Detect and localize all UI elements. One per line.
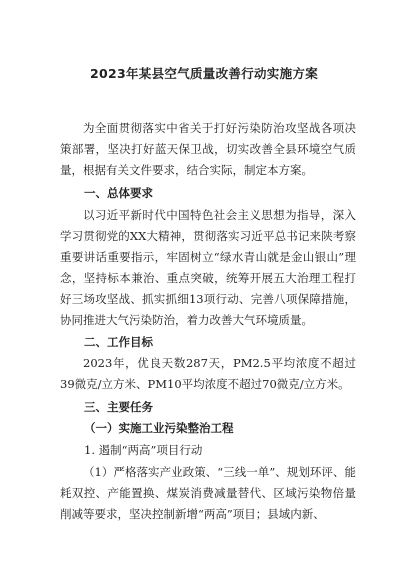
document-title: 2023年某县空气质量改善行动实施方案: [90, 66, 318, 81]
item-heading: 1. 遏制“两高”项目行动: [84, 443, 203, 457]
item-body: （1）严格落实产业政策、“三线一单”、规划环评、能耗双控、产能置换、煤炭消费减量替代、区域污染物倍量削减等要求，坚决控制新增“两高”项目；县域内新、: [60, 465, 356, 521]
section-body-goals: 2023年，优良天数287天，PM2.5平均浓度不超过39微克/立方米、PM10平均浓度不超过70微克/立方米。: [60, 356, 356, 391]
section-heading-tasks: 三、主要任务: [84, 400, 153, 414]
section-body-general: 以习近平新时代中国特色社会主义思想为指导，深入学习贯彻党的XX大精神，贯彻落实习近平总书记来陕考察重要讲话重要指示，牢固树立“绿水青山就是金山银山”理念，坚持标本兼治、重点突破，统筹开展五大治理工程打好三场攻坚战、抓实抓细13项行动、完善八项保障措施，协同推进大气污染防治，着力改善大气环境质量。: [60, 208, 356, 327]
intro-paragraph: 为全面贯彻落实中省关于打好污染防治攻坚战各项决策部署，坚决打好蓝天保卫战，切实改善全县环境空气质量，根据有关文件要求，结合实际，制定本方案。: [60, 121, 356, 177]
section-heading-goals: 二、工作目标: [84, 335, 153, 349]
subsection-heading-industry: （一）实施工业污染整治工程: [84, 421, 234, 435]
section-heading-general: 一、总体要求: [84, 186, 153, 200]
